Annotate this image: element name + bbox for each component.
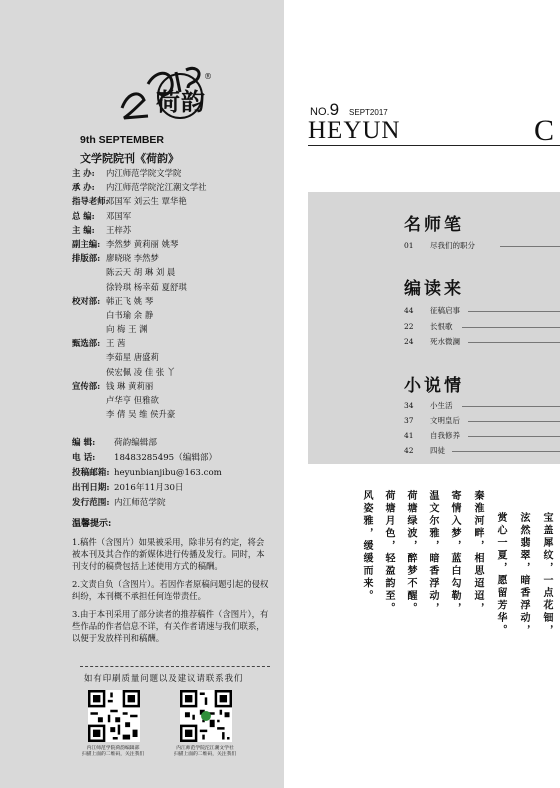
masthead-row	[72, 265, 282, 279]
heyun-logo	[118, 62, 228, 132]
toc-entry[interactable]	[404, 240, 475, 251]
issue-no-label: NO.	[310, 106, 330, 118]
leader-line	[500, 246, 560, 247]
masthead-value: 李茹星 唐盛莉	[106, 352, 159, 363]
masthead-row	[72, 294, 282, 308]
poem-column: 温文尔雅，暗香浮动，	[427, 490, 438, 615]
masthead-value: 内江师范学院沱江潮文学社	[106, 182, 207, 193]
masthead-label: 宣传部:	[72, 380, 101, 391]
toc-title: 四徒	[430, 446, 445, 455]
contact-row	[72, 451, 222, 466]
leader-line	[468, 421, 560, 422]
toc-title: 自我修养	[430, 431, 460, 440]
notice-item: 3.由于本刊采用了部分读者的推荐稿件（含图片），有些作品的作者信息不详，有关作者请速与我们联系，以便于发放样刊和稿酬。	[72, 609, 269, 643]
poem-column: 泫然翡翠，暗香浮动，	[518, 512, 529, 637]
feedback-line: 如有印刷质量问题以及建议请联系我们	[84, 673, 244, 683]
poem-column: 荷塘月色，轻盈韵至。	[383, 490, 394, 615]
qr-caption-tuojiangchao: 内江师范学院沱江潮文学社 扫描上面的二维码，关注我们	[173, 746, 237, 757]
leader-line	[462, 327, 560, 328]
masthead-row	[72, 407, 282, 421]
masthead-value: 廖晓晓 李然梦	[106, 253, 159, 264]
masthead-value: 邓国军 刘云生 覃华艳	[106, 196, 187, 207]
masthead-value: 卢华亨 但雅欲	[106, 395, 159, 405]
registered-mark: ®	[204, 72, 212, 81]
qr-code-icon	[180, 690, 232, 742]
masthead-label: 总 编:	[72, 210, 95, 221]
notice-block	[72, 518, 272, 650]
poem-column: 寄情入梦，蓝白勾勒，	[449, 490, 460, 615]
masthead-row	[72, 194, 282, 208]
contact-row	[72, 466, 222, 481]
masthead-value: 李 倩 吴 维 侯升豪	[106, 409, 176, 420]
contact-row	[72, 481, 222, 496]
toc-page: 42	[404, 446, 414, 455]
masthead-row	[72, 350, 282, 364]
toc-entry[interactable]	[404, 336, 460, 347]
qr-code-heyun	[88, 690, 140, 742]
masthead-value: 李然梦 黄莉丽 姚琴	[106, 238, 179, 249]
masthead-row	[72, 237, 282, 251]
masthead-value: 白书瑜 余 静	[106, 309, 154, 320]
qr-code-icon	[88, 690, 140, 742]
issue-no-value: 9	[329, 100, 340, 119]
toc-page: 41	[404, 431, 414, 440]
contact-label: 编 辑:	[72, 438, 96, 448]
section-heading: 小说情	[404, 376, 464, 396]
section-heading: 名师笔	[404, 215, 464, 235]
poem-column: 赏心一夏，愿留芳华。	[495, 512, 506, 637]
masthead-label: 副主编:	[72, 238, 101, 249]
masthead-label: 甄选部:	[72, 338, 101, 349]
masthead-value: 徐铃琪 杨幸茹 夏舒琪	[106, 281, 187, 292]
toc-page: 34	[404, 401, 414, 410]
masthead-value: 内江师范学院文学院	[106, 168, 182, 178]
toc-page: 24	[404, 337, 414, 346]
poem-column: 风姿雅，缓缓而来。	[361, 490, 372, 603]
masthead-value: 向 梅 王 渊	[106, 324, 148, 335]
notice-title: 温馨提示:	[72, 519, 112, 529]
masthead-row	[72, 209, 282, 223]
issue-date: SEPT2017	[349, 108, 388, 117]
toc-title: 征稿启事	[430, 306, 460, 315]
contact-value[interactable]: heyunbianjibu@163.com	[114, 468, 222, 478]
masthead-row	[72, 365, 282, 379]
toc-page: 22	[404, 322, 414, 331]
masthead-value: 侯宏佩 凌 佳 张 丫	[106, 366, 176, 377]
notice-item: 2.文责自负（含图片）。若因作者原稿问题引起的侵权纠纷，本刊概不承担任何连带责任。	[72, 579, 269, 601]
contact-label: 投稿邮箱:	[72, 468, 110, 478]
masthead-label: 主 编:	[72, 224, 95, 235]
toc-page: 01	[404, 241, 414, 250]
contact-row	[72, 436, 222, 451]
toc-title: 死水微澜	[430, 337, 460, 346]
poem-column: 宝盖犀纹，一点花钿，	[541, 512, 552, 637]
masthead-label: 指导老师:	[72, 196, 109, 207]
toc-page: 37	[404, 416, 414, 425]
journal-title: HEYUN	[308, 117, 401, 144]
masthead-row	[72, 393, 282, 407]
masthead-value: 王 茜	[106, 338, 126, 349]
masthead-row	[72, 251, 282, 265]
masthead-row	[72, 308, 282, 322]
masthead-row	[72, 223, 282, 237]
toc-title: 小生活	[430, 401, 453, 410]
contact-value: 2016年11月30日	[114, 483, 184, 493]
leader-line	[468, 436, 560, 437]
masthead-value: 邓国军	[106, 210, 132, 221]
masthead-row	[72, 379, 282, 393]
masthead-row	[72, 166, 282, 180]
notice-item: 1.稿件（含图片）如果被采用，除非另有约定，将会被本刊及其合作的新媒体进行传播及发行。同时，本刊支付的稿费包括上述使用方式的稿酬。	[72, 537, 265, 571]
masthead-label: 排版部:	[72, 253, 101, 264]
logo-brand-text: 荷韵	[156, 87, 206, 116]
divider	[80, 666, 270, 667]
masthead-value: 陈云天 胡 琳 刘 晨	[106, 267, 176, 278]
toc-entry[interactable]	[404, 400, 453, 411]
toc-entry[interactable]	[404, 445, 445, 456]
masthead-value: 钱 琳 黄莉丽	[106, 380, 154, 391]
masthead-row	[72, 336, 282, 350]
contact-label: 发行范围:	[72, 498, 110, 508]
masthead-label: 承 办:	[72, 182, 95, 193]
toc-entry[interactable]	[404, 430, 460, 441]
header-rule	[308, 145, 560, 146]
masthead-label: 校对部:	[72, 295, 101, 306]
toc-title: 长恨歌	[430, 322, 453, 331]
leader-line	[452, 451, 560, 452]
toc-entry[interactable]	[404, 321, 453, 332]
title-fragment: C	[534, 114, 555, 147]
masthead-value: 韩正飞 姚 琴	[106, 295, 154, 306]
contact-value: 荷韵编辑部	[114, 438, 157, 448]
contact-value: 18483285495（编辑部）	[114, 453, 218, 463]
journal-subtitle: 文学院院刊《荷韵》	[80, 152, 179, 165]
leader-line	[462, 406, 560, 407]
masthead-row	[72, 180, 282, 194]
contact-label: 出刊日期:	[72, 483, 110, 493]
leader-line	[468, 342, 560, 343]
section-heading: 编读来	[404, 279, 464, 299]
masthead-list	[72, 166, 282, 421]
toc-page: 44	[404, 306, 414, 315]
toc-entry[interactable]	[404, 305, 460, 316]
poem-column: 荷塘绿波，醉梦不醒。	[405, 490, 416, 615]
toc-entry[interactable]	[404, 415, 460, 426]
contact-value: 内江师范学院	[114, 498, 166, 508]
qr-caption-heyun: 内江师范学院荷韵编辑部 扫描上面的二维码，关注我们	[81, 746, 145, 757]
contact-info	[72, 436, 222, 511]
masthead-row	[72, 280, 282, 294]
poem-column: 秦淮河畔，相思迢迢，	[472, 490, 483, 615]
leader-line	[468, 311, 560, 312]
toc-title: 尽我们的职分	[430, 241, 475, 250]
masthead-value: 王梓苏	[106, 224, 132, 235]
contact-row	[72, 496, 222, 511]
issue-date-line: 9th SEPTEMBER	[80, 134, 165, 146]
masthead-label: 主 办:	[72, 168, 95, 178]
contact-label: 电 话:	[72, 453, 96, 463]
toc-title: 文明皇后	[430, 416, 460, 425]
qr-code-tuojiangchao	[180, 690, 232, 742]
masthead-row	[72, 322, 282, 336]
